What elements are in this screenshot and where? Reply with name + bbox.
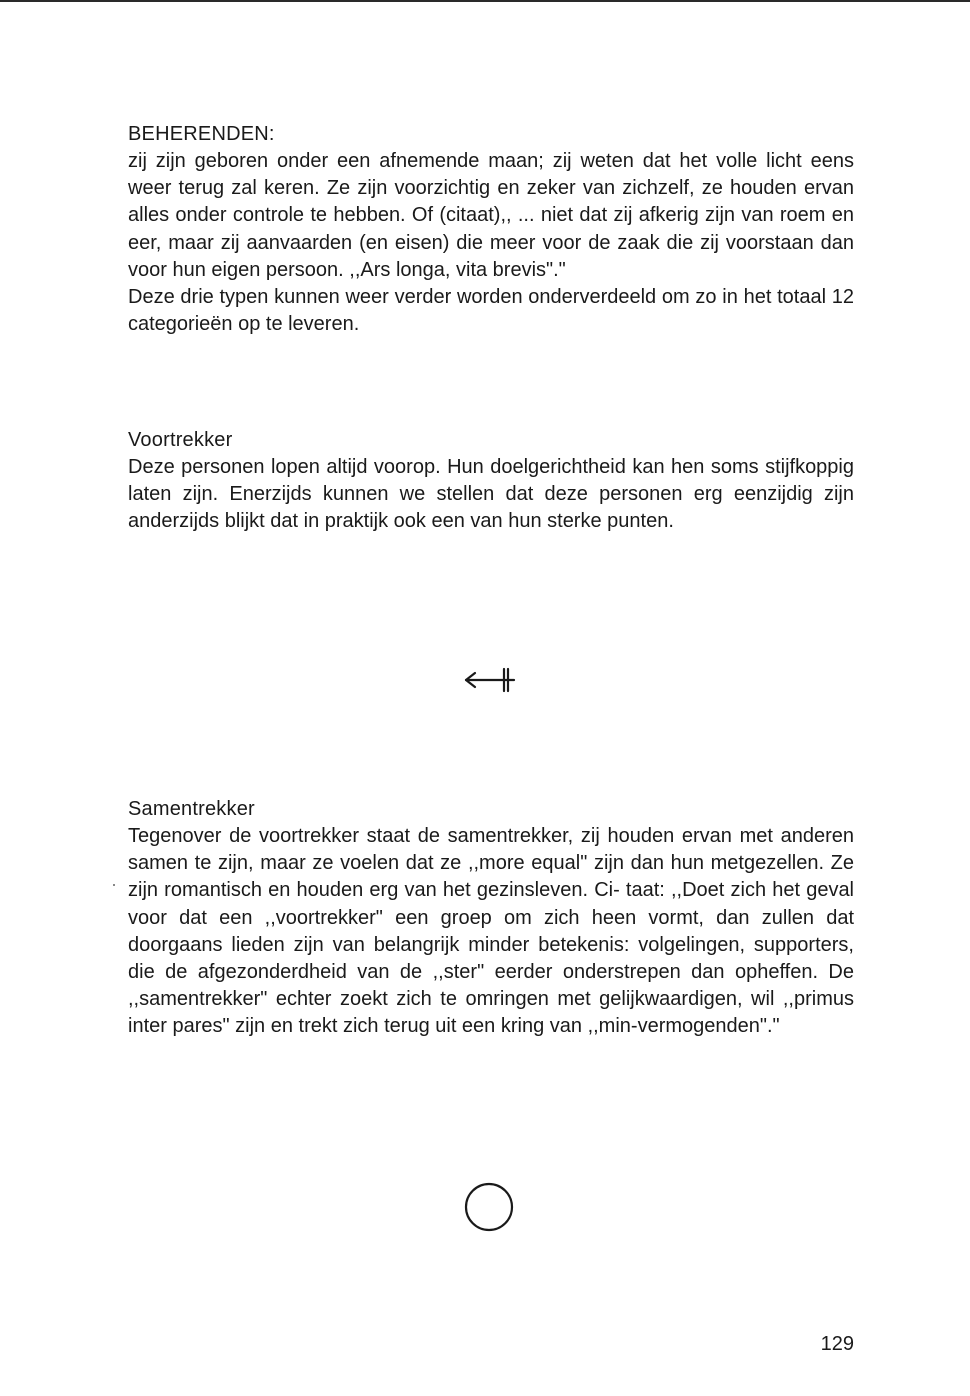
text-line: eens weer terug zal keren. Ze zijn voorzichtig en zeker van zichzelf, ze (128, 150, 854, 200)
scan-margin-mark (113, 884, 115, 886)
text-line: metgezellen. Ze zijn romantisch en houden erg van het gezinsleven. Ci- (128, 852, 855, 902)
page-number: 129 (820, 1333, 854, 1355)
text-line: Tegenover de voortrekker staat de samentrekker, zij houden ervan met (128, 825, 773, 847)
section-beherenden (128, 120, 854, 338)
section-voortrekker (128, 426, 854, 536)
text-line: heen vormt, dan zullen dat doorgaans lieden zijn van belangrijk minder (128, 906, 854, 956)
voortrekker-arrow-icon (462, 666, 520, 694)
text-line: vita brevis"." (456, 258, 566, 281)
paragraph-beherenden (128, 148, 854, 284)
text-line: punten. (607, 510, 674, 533)
text-line: houden ervan alles onder controle te hebben. Of (citaat),, ... niet dat zij (128, 177, 854, 227)
text-line: stijfkoppig laten zijn. Enerzijds kunnen we stellen dat deze personen erg (128, 456, 854, 506)
text-line: betekenis: volgelingen, supporters, die de afgezonderdheid van de (128, 933, 854, 984)
text-line: en trekt zich terug uit een kring van ,,min-vermogenden"." (270, 1015, 780, 1038)
text-line: Deze personen lopen altijd voorop. Hun doelgerichtheid kan hen soms (128, 456, 759, 478)
text-line: anderen samen te zijn, maar ze voelen dat ze ,,more equal" zijn dan hun (128, 825, 854, 875)
text-line: zij zijn geboren onder een afnemende maan; zij weten dat het volle licht (128, 150, 802, 172)
paragraph-categories (128, 284, 854, 338)
paragraph-samentrekker (128, 823, 854, 1041)
text-line: het totaal 12 categorieën op te leveren. (128, 286, 855, 336)
text-line: afkerig zijn van roem en eer, maar zij aanvaarden (en eisen) die meer (128, 204, 855, 254)
text-line: taat: ,,Doet zich het geval voor dat een ,,voortrekker" een groep om zich (128, 879, 855, 929)
heading-beherenden: BEHERENDEN: (128, 123, 275, 145)
text-line: ,,ster" eerder onderstrepen dan opheffen. De ,,samentrekker" echter (128, 961, 855, 1011)
section-samentrekker (128, 795, 854, 1041)
heading-voortrekker: Voortrekker (128, 429, 233, 451)
text-line: voor de zaak die zij voorstaan dan voor hun eigen persoon. ,,Ars longa, (128, 231, 854, 281)
text-line: eenzijdig zijn anderzijds blijkt dat in praktijk ook een van hun sterke (128, 483, 854, 533)
text-line: zoekt zich te omringen met gelijkwaardigen, wil ,,primus inter pares" zijn (128, 988, 855, 1038)
top-rule (0, 0, 970, 2)
heading-samentrekker: Samentrekker (128, 798, 255, 820)
text-line: Deze drie typen kunnen weer verder worden onderverdeeld om zo in (128, 286, 738, 309)
paragraph-voortrekker (128, 454, 854, 536)
circle-icon (462, 1180, 516, 1234)
